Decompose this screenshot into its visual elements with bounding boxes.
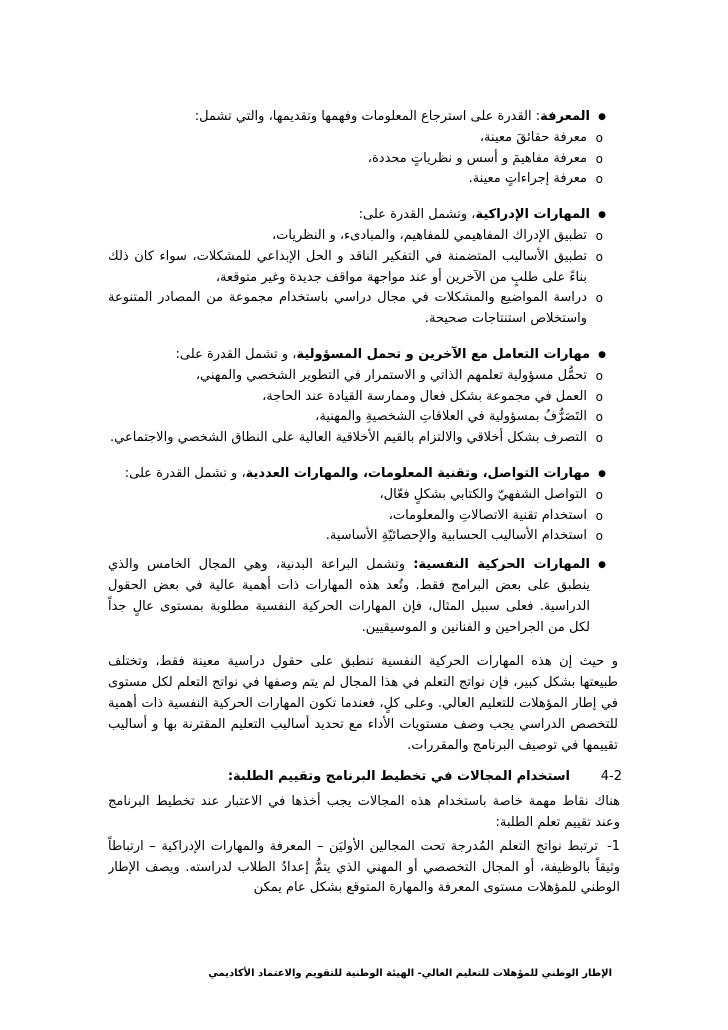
list-item-text: استخدام تقنية الاتصالاتِ والمعلومات، xyxy=(388,507,587,523)
list-item xyxy=(108,169,624,190)
list-item xyxy=(108,485,624,506)
list-item xyxy=(108,366,624,387)
list-item xyxy=(108,506,624,527)
sub-bullet-marker: o xyxy=(595,172,603,187)
domain-intro: ، و تشمل القدرة على: xyxy=(175,346,297,362)
bullet-marker: ● xyxy=(598,349,606,360)
domain-title: مهارات التعامل مع الآخرين و تحمل المسؤولية xyxy=(296,346,590,362)
list-item xyxy=(108,428,624,449)
sub-bullet-marker: o xyxy=(595,249,603,264)
list-item-text: استخدام الأساليب الحسابية والإحصائيّةِ الأساسية. xyxy=(325,528,587,544)
list-item xyxy=(108,128,624,149)
page-footer: الإطار الوطني للمؤهلات للتعليم العالي- الهيئة الوطنية للتقويم والاعتماد الأكاديمي xyxy=(208,968,612,979)
list-item xyxy=(108,226,624,247)
sub-bullet-marker: o xyxy=(595,368,603,383)
bullet-marker: ● xyxy=(598,560,606,571)
sub-bullet-marker: o xyxy=(595,529,603,544)
list-item xyxy=(108,387,624,408)
section-number: 4-2 xyxy=(600,769,622,785)
list-item-text: تطبيق الأساليب المتضمنة في التفكير الناقد و الحل الإبداعي للمشكلات، سواء كان ذلك بناءً على طلبٍ من الآخرين أو عند مواجهة مواقف جديدة وغير متوقعة، xyxy=(108,248,587,285)
sub-bullet-marker: o xyxy=(595,487,603,502)
sub-bullet-marker: o xyxy=(595,130,603,145)
bullet-marker: ● xyxy=(598,210,606,221)
domain-interpersonal-skills xyxy=(108,345,624,449)
list-item-text: معرفة حقائقَ معينة، xyxy=(479,129,587,145)
domain-heading xyxy=(108,107,624,128)
domain-title: مهارات التواصل، وتقنية المعلومات، والمهارات العددية xyxy=(245,465,590,481)
domain-heading xyxy=(108,464,624,485)
list-item xyxy=(108,149,624,170)
domain-title: المهارات الحركية النفسية: xyxy=(413,557,590,573)
page-content xyxy=(108,107,624,949)
domain-cognitive-skills xyxy=(108,205,624,330)
domain-intro: : القدرة على استرجاع المعلومات وفهمها وتقديمها، والتي تشمل: xyxy=(194,109,541,124)
list-item xyxy=(108,288,624,330)
domain-communication-skills xyxy=(108,464,624,547)
list-item-text: التواصل الشفهيّ والكتابي بشكلٍ فعّال، xyxy=(379,486,587,502)
bullet-marker: ● xyxy=(598,468,606,479)
sub-bullet-marker: o xyxy=(595,389,603,404)
list-item xyxy=(108,247,624,289)
section-title: استخدام المجالات في تخطيط البرنامج وتقييم الطلبة: xyxy=(227,769,570,785)
sub-bullet-marker: o xyxy=(595,508,603,523)
sub-bullet-marker: o xyxy=(595,291,603,306)
list-item-text: العمل في مجموعة بشكل فعال وممارسة القيادة عند الحاجة، xyxy=(262,388,587,404)
list-item xyxy=(108,526,624,547)
domain-intro: ، وتشمل القدرة على: xyxy=(358,207,476,223)
list-item-text: معرفة إجراءاتٍ معينة. xyxy=(468,171,587,187)
sub-bullet-marker: o xyxy=(595,431,603,446)
list-item-text: التَصَرُّفُ بمسؤولية في العلاقاتِ الشخصيةِ والمهنية، xyxy=(315,409,587,425)
body-paragraph: و حيث إن هذه المهارات الحركية النفسية تنطبق على حقول دراسية معينة فقط، وتختلف طبيعتها بشكل كبير، فإن نواتج التعلم في هذا المجال لم يتم وصفها في نواتج التعلم لكل مستوى في إطار المؤهلات للتعليم العالي. وعلى كلٍ، فعندما تكون المهارات الحركية النفسية ذات أهمية للتخصص الدراسي يجب وصف مستويات الأداء مع تحديد أساليب التعليم المقترنة بها و أساليب تقييمها في توصيف البرنامج والمقررات. xyxy=(108,654,618,753)
section-heading xyxy=(108,767,624,788)
point-number: 1- xyxy=(607,838,620,854)
list-item-text: دراسة المواضيع والمشكلات في مجال دراسي باستخدام مجموعة من المصادر المتنوعة واستخلاص استنتاجات صحيحة. xyxy=(108,290,587,327)
domain-paragraph xyxy=(108,555,624,638)
sub-bullet-marker: o xyxy=(595,228,603,243)
sub-list xyxy=(108,485,624,547)
domain-heading xyxy=(108,205,624,226)
section-intro: هناك نقاط مهمة خاصة باستخدام هذه المجالات يجب أخذها في الاعتبار عند تخطيط البرنامج وعند تقييم تعلم الطلبة: xyxy=(108,794,620,830)
sub-list xyxy=(108,366,624,449)
list-item xyxy=(108,407,624,428)
list-item-text: معرفة مفاهيمَ و أسس و نظرياتٍ محددة، xyxy=(367,150,587,166)
sub-list xyxy=(108,128,624,190)
domain-knowledge xyxy=(108,107,624,190)
bullet-marker: ● xyxy=(598,112,606,122)
list-item-text: التصرف بشكل أخلاقي والالتزام بالقيم الأخلاقية العالية على النطاق الشخصي والاجتماعي. xyxy=(110,430,587,446)
domain-title: المهارات الإدراكية xyxy=(475,207,590,223)
point-text: ترتبط نواتج التعلم المُدرجة تحت المجالين الأوليَن – المعرفة والمهارات الإدراكية – ارتباطاً وثيقاً بالوظيفة، أو المجال التخصصي أو المهني الذي يتمُّ إعدادُ الطلاب لدراسته. ويصف الإطار الوطني للمؤهلات مستوى المعرفة والمهارة المتوقع بشكل عام يمكن xyxy=(108,838,620,896)
list-item-text: تحمُّل مسؤولية تعلمهم الذاتي و الاستمرار في التطوير الشخصي والمهني، xyxy=(195,367,587,383)
domain-description: وتشمل البراعة البدنية، وهي المجال الخامس والذي ينطبق على بعض البرامج فقط. وتُعد هذه المهارات ذات أهمية عالية في بعض الحقول الدراسية. فعلى سبيل المثال، فإن المهارات الحركية النفسية مطلوبة بمستوى عالٍ جداً لكل من الجراحين و الفنانين و الموسيقيين. xyxy=(108,557,590,635)
numbered-point xyxy=(108,837,624,899)
sub-list xyxy=(108,226,624,330)
list-item-text: تطبيق الإدراك المفاهيمي للمفاهيم، والمبادىء، و النظريات، xyxy=(271,227,587,243)
domain-psychomotor-skills xyxy=(108,555,624,638)
domain-title: المعرفة xyxy=(540,109,590,124)
domain-heading xyxy=(108,345,624,366)
domain-intro: ، و تشمل القدرة على: xyxy=(124,465,246,481)
sub-bullet-marker: o xyxy=(595,151,603,166)
sub-bullet-marker: o xyxy=(595,410,603,425)
